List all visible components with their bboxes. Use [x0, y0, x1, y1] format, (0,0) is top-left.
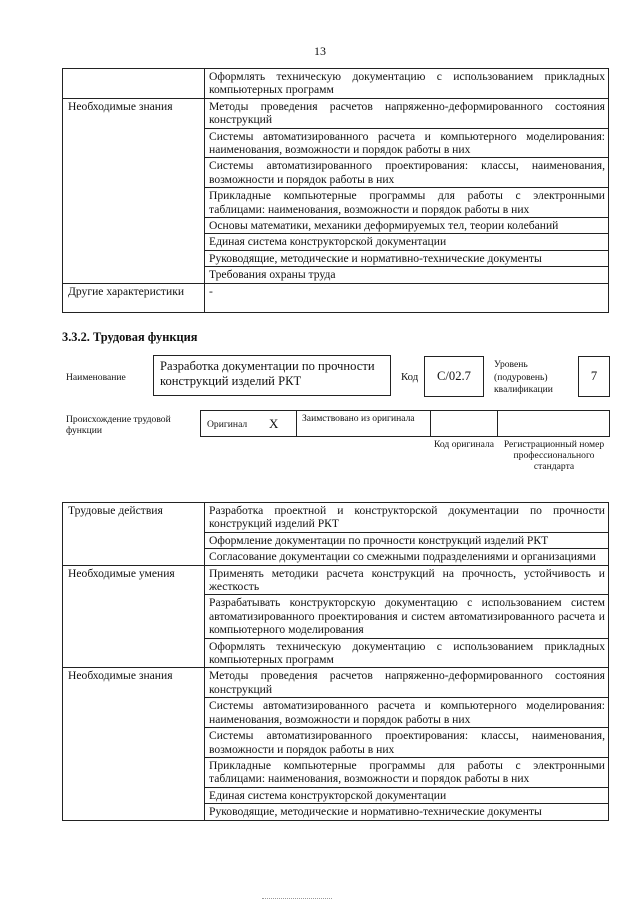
table-cell: Единая система конструкторской документации — [205, 787, 609, 803]
table-cell: Прикладные компьютерные программы для работы с электронными таблицами: наименования, возможности и порядок работы в них — [205, 188, 609, 218]
level-box — [578, 356, 610, 397]
table-cell: Оформлять техническую документацию с использованием прикладных компьютерных программ — [205, 638, 609, 668]
table-cell: Руководящие, методические и нормативно-технические документы — [205, 250, 609, 266]
table-cell: Основы математики, механики деформируемых тел, теории колебаний — [205, 218, 609, 234]
table-cell: - — [205, 283, 609, 312]
table-cell: Прикладные компьютерные программы для работы с электронными таблицами: наименования, возможности и порядок работы в них — [205, 757, 609, 787]
origin-label: Происхождение трудовой функции — [66, 414, 171, 436]
original-label: Оригинал — [207, 419, 248, 430]
table-cell: Согласование документации со смежными подразделениями и организациями — [205, 549, 609, 565]
table-cell: Методы проведения расчетов напряженно-деформированного состояния конструкций — [205, 98, 609, 128]
table-cell: Руководящие, методические и нормативно-технические документы — [205, 804, 609, 820]
name-label: Наименование — [66, 372, 126, 383]
section-title: 3.3.2. Трудовая функция — [62, 330, 198, 344]
borrowed-cell — [296, 410, 431, 437]
table-cell: Методы проведения расчетов напряженно-деформированного состояния конструкций — [205, 668, 609, 698]
table-cell: Разрабатывать конструкторскую документацию с использованием систем автоматизированного проектирования и систем автоматизированного расчета и компьютерного моделирования — [205, 595, 609, 638]
code-box — [424, 356, 484, 397]
table-cell: Единая система конструкторской документации — [205, 234, 609, 250]
code-value: С/02.7 — [437, 369, 471, 383]
original-mark: X — [269, 416, 279, 431]
table-cell: Требования охраны труда — [205, 267, 609, 283]
function-name-value: Разработка документации по прочности конструкций изделий РКТ — [160, 359, 375, 388]
function-name-box — [153, 355, 391, 396]
table-cell: Применять методики расчета конструкций на прочность, устойчивость и жесткость — [205, 565, 609, 595]
table-label-cell — [63, 69, 205, 99]
top-table — [62, 68, 609, 313]
reg-number-cell — [497, 410, 610, 437]
table-cell: Системы автоматизированного расчета и компьютерного моделирования: наименования, возможности и порядок работы в них — [205, 128, 609, 158]
level-value: 7 — [590, 369, 598, 383]
table-label-cell: Другие характеристики — [63, 283, 205, 312]
level-label: Уровень (подуровень) квалификации — [494, 359, 553, 395]
table-cell: Разработка проектной и конструкторской документации по прочности конструкций изделий РКТ — [205, 503, 609, 533]
origin-code-caption: Код оригинала — [433, 439, 495, 450]
table-label-cell: Трудовые действия — [63, 503, 205, 566]
original-cell — [200, 410, 297, 437]
reg-number-caption: Регистрационный номер профессионального стандарта — [503, 439, 605, 472]
table-cell: Оформление документации по прочности конструкций изделий РКТ — [205, 532, 609, 548]
origin-code-cell — [430, 410, 498, 437]
scan-artifact-line — [262, 898, 332, 900]
table-label-cell: Необходимые умения — [63, 565, 205, 668]
table-cell: Оформлять техническую документацию с использованием прикладных компьютерных программ — [205, 69, 609, 99]
table-label-cell: Необходимые знания — [63, 668, 205, 820]
code-label: Код — [401, 371, 419, 383]
bottom-table — [62, 502, 609, 821]
borrowed-label: Заимствовано из оригинала — [302, 413, 415, 424]
table-cell: Системы автоматизированного проектирования: классы, наименования, возможности и порядок работы в них — [205, 728, 609, 758]
table-label-cell: Необходимые знания — [63, 98, 205, 283]
table-cell: Системы автоматизированного расчета и компьютерного моделирования: наименования, возможности и порядок работы в них — [205, 698, 609, 728]
table-cell: Системы автоматизированного проектирования: классы, наименования, возможности и порядок работы в них — [205, 158, 609, 188]
page-number: 13 — [314, 44, 326, 58]
